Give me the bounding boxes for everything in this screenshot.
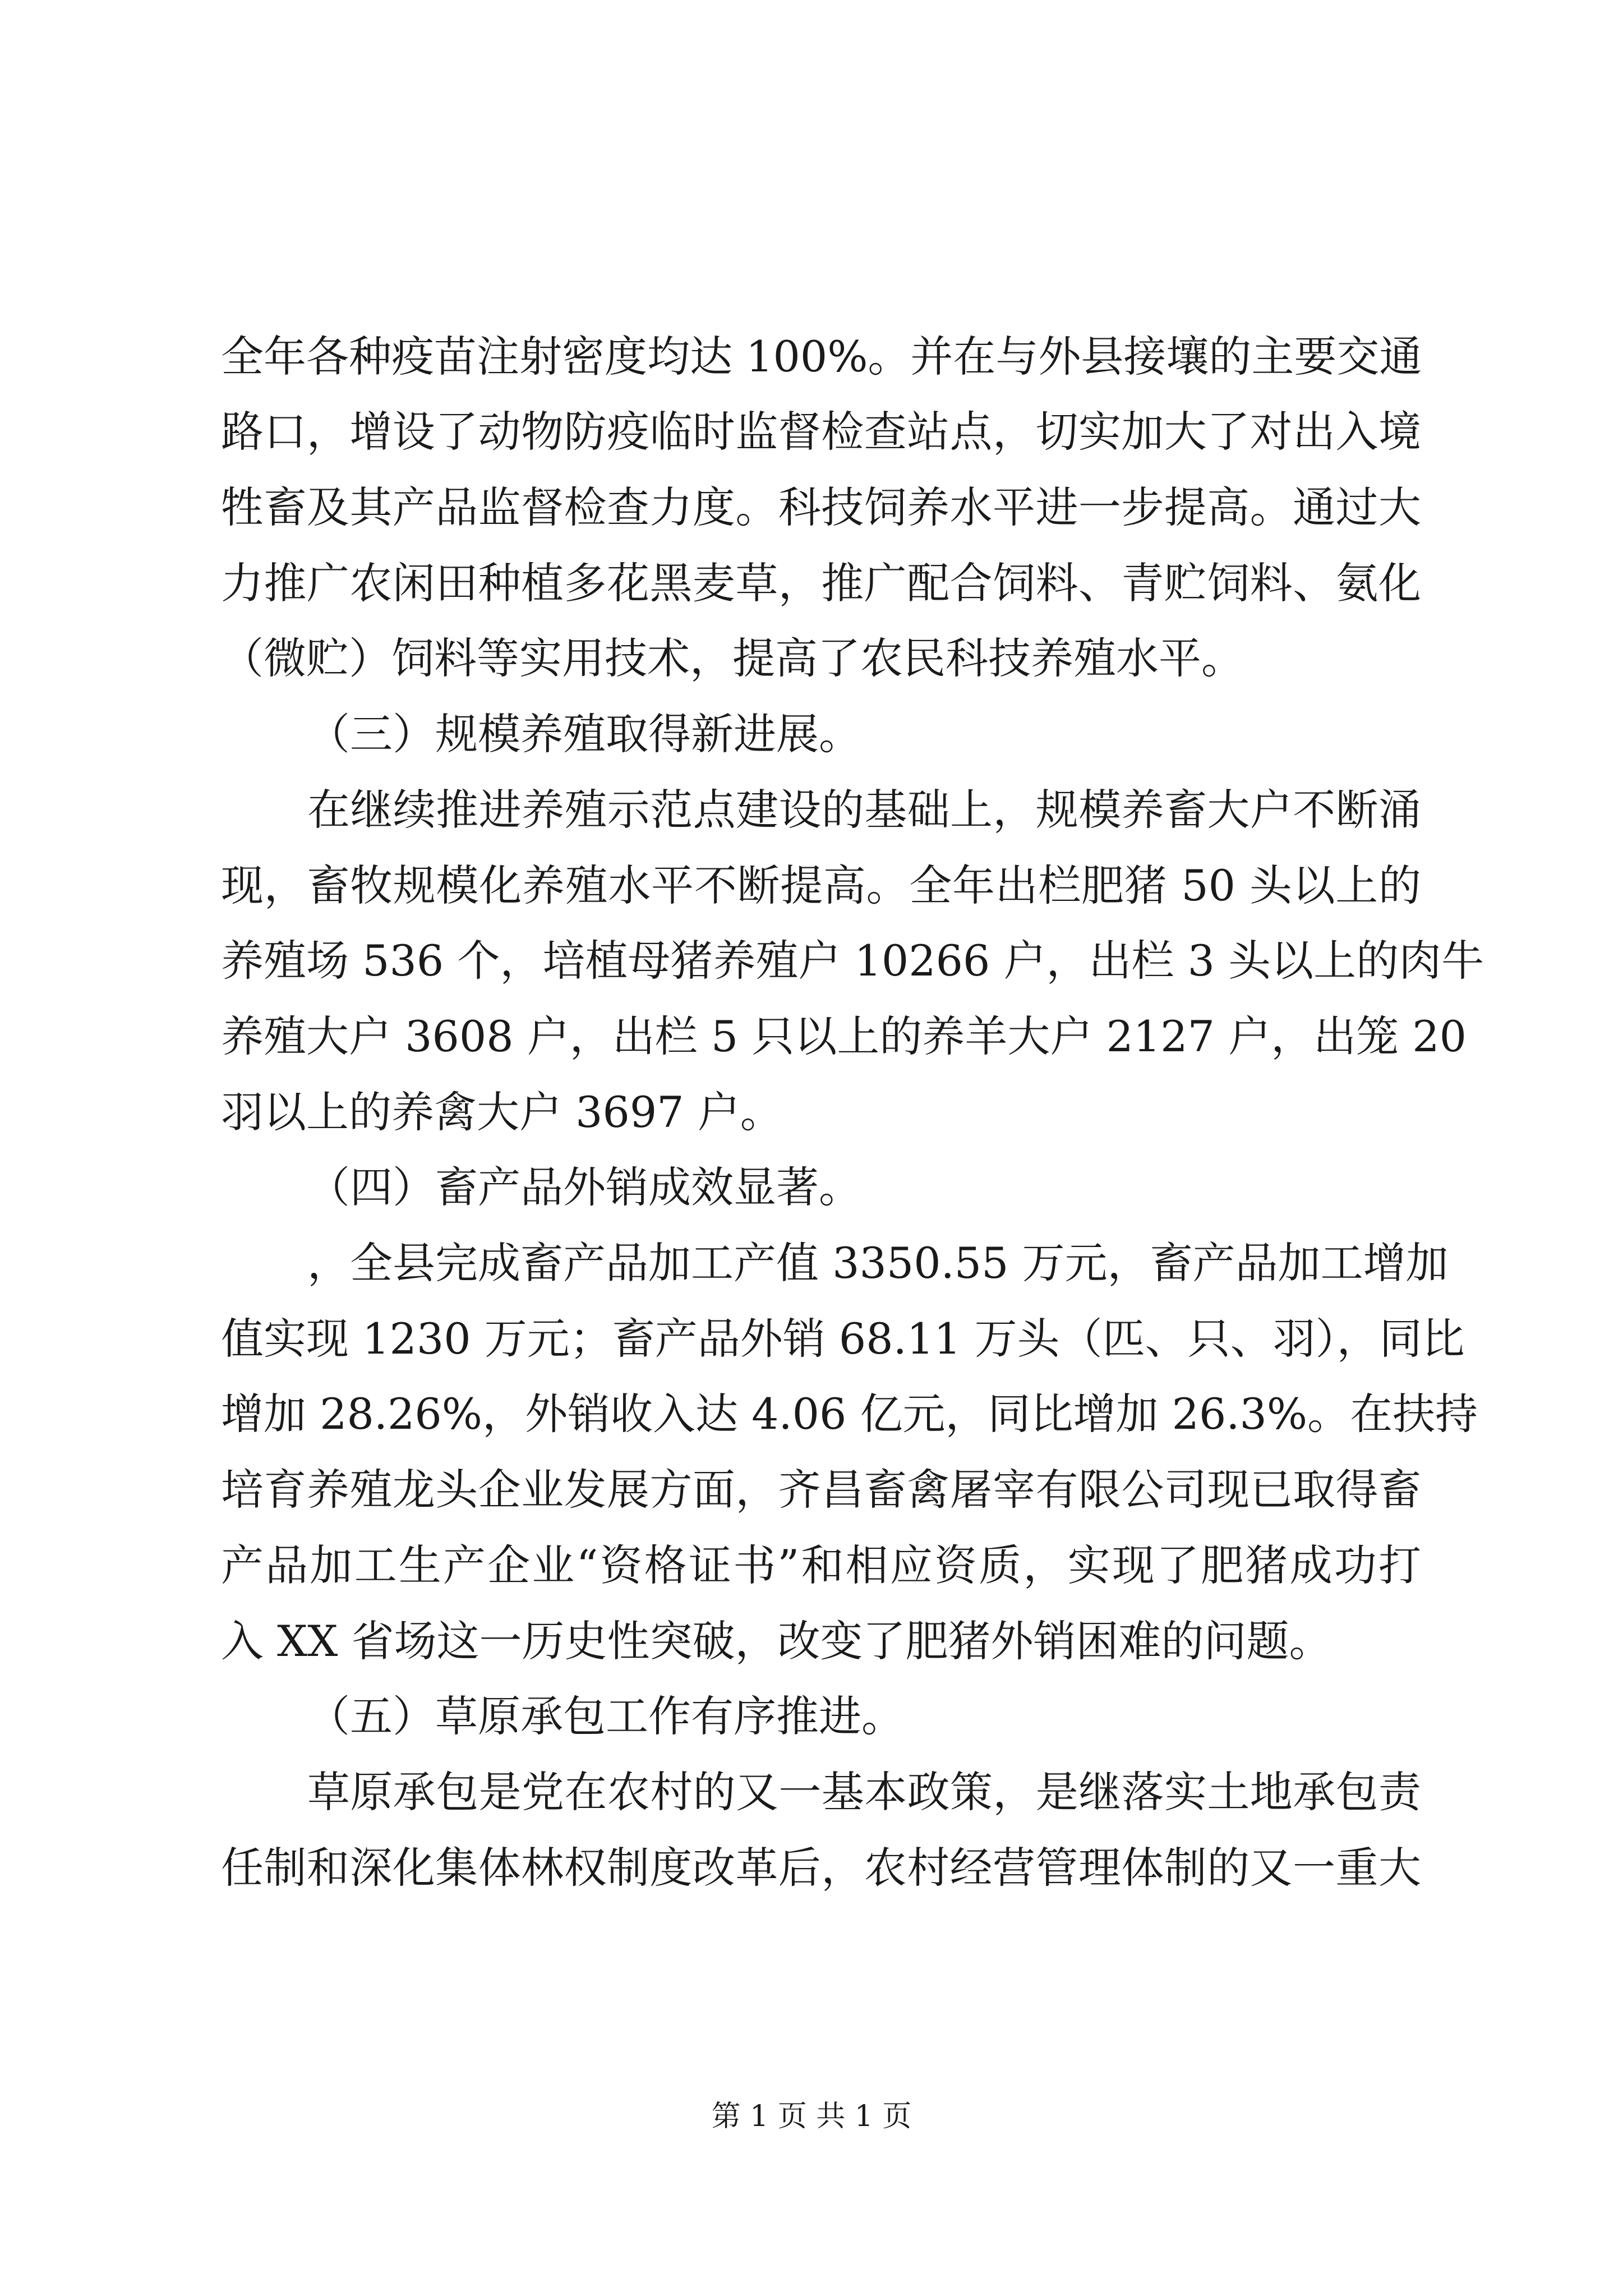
body-line: 入 XX 省场这一历史性突破，改变了肥猪外销困难的问题。 xyxy=(221,1616,1332,1666)
body-line: 增加 28.26%，外销收入达 4.06 亿元，同比增加 26.3%。在扶持 xyxy=(221,1389,1478,1439)
body-line: 产品加工生产企业“资格证书”和相应资质，实现了肥猪成功打 xyxy=(221,1540,1421,1590)
section-heading: （四）畜产品外销成效显著。 xyxy=(307,1162,861,1212)
body-line: 培育养殖龙头企业发展方面，齐昌畜禽屠宰有限公司现已取得畜 xyxy=(221,1465,1421,1515)
paragraph-first-line: 草原承包是党在农村的又一基本政策，是继落实土地承包责 xyxy=(307,1767,1421,1817)
paragraph-first-line: 在继续推进养殖示范点建设的基础上，规模养畜大户不断涌 xyxy=(307,785,1421,835)
body-line: 养殖场 536 个，培植母猪养殖户 10266 户，出栏 3 头以上的肉牛 xyxy=(221,936,1484,986)
body-line: 全年各种疫苗注射密度均达 100%。并在与外县接壤的主要交通 xyxy=(221,332,1422,381)
body-line: 任制和深化集体林权制度改革后，农村经营管理体制的又一重大 xyxy=(221,1843,1421,1893)
section-heading: （五）草原承包工作有序推进。 xyxy=(307,1691,904,1741)
body-line: 力推广农闲田种植多花黑麦草，推广配合饲料、青贮饲料、氨化 xyxy=(221,558,1421,608)
body-line: 现，畜牧规模化养殖水平不断提高。全年出栏肥猪 50 头以上的 xyxy=(221,861,1421,910)
body-line: 羽以上的养禽大户 3697 户。 xyxy=(221,1087,783,1137)
paragraph-first-line: ，全县完成畜产品加工产值 3350.55 万元，畜产品加工增加 xyxy=(307,1238,1449,1288)
body-line: （微贮）饲料等实用技术，提高了农民科技养殖水平。 xyxy=(221,633,1244,683)
page-number-footer: 第 1 页 共 1 页 xyxy=(711,2100,912,2133)
body-line: 牲畜及其产品监督检查力度。科技饲养水平进一步提高。通过大 xyxy=(221,482,1421,532)
body-line: 养殖大户 3608 户，出栏 5 只以上的养羊大户 2127 户，出笼 20 xyxy=(221,1011,1467,1061)
body-line: 值实现 1230 万元；畜产品外销 68.11 万头（匹、只、羽），同比 xyxy=(221,1314,1465,1364)
body-line: 路口，增设了动物防疫临时监督检查站点，切实加大了对出入境 xyxy=(221,407,1421,457)
section-heading: （三）规模养殖取得新进展。 xyxy=(307,709,861,759)
